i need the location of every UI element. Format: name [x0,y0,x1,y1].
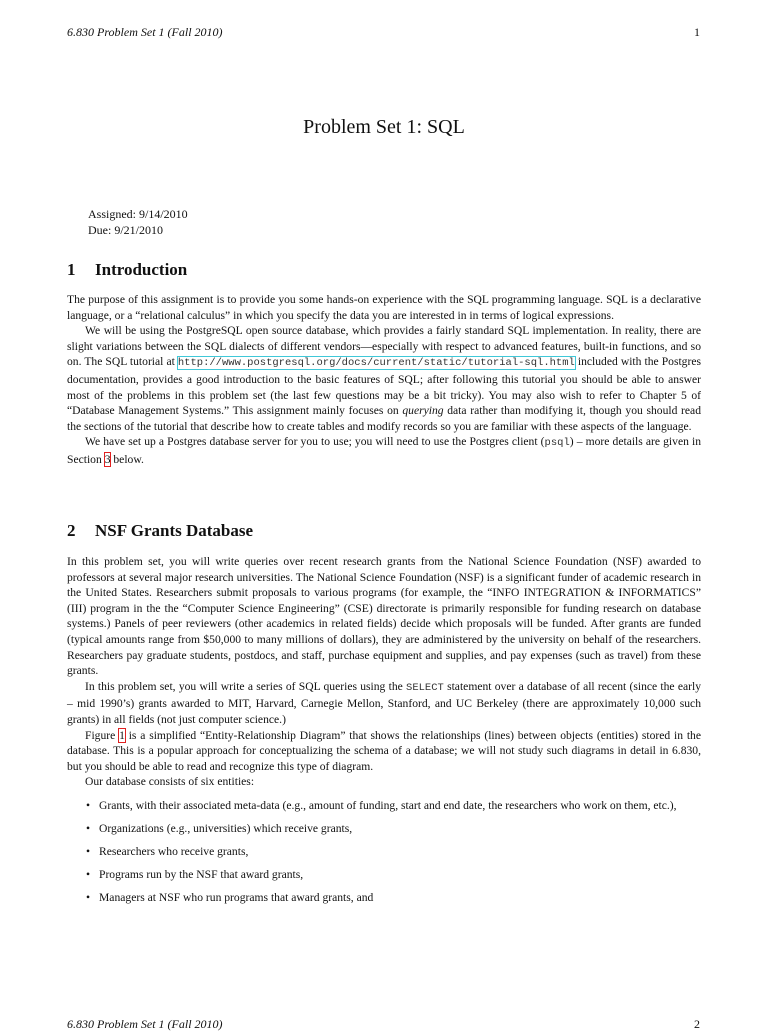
section-heading-nsf-grants [67,521,253,541]
assignment-dates [88,206,188,238]
page-number: 1 [694,25,700,39]
section-reference-link[interactable]: 3 [104,452,111,466]
emphasis: querying [402,404,444,418]
text-run: We have set up a Postgres database server for you to use; you will need to use the Postgres client ( [85,435,545,449]
text-run: data rather than modifying it, though you should read the sections of the tutorial that describe how to create tables and modify records so you are familiar with these aspects of the language. [67,404,702,433]
text-run: In this problem set, you will write a series of SQL queries using the [85,679,407,693]
list-item [84,844,701,860]
list-item-text: Organizations (e.g., universities) which receive grants, [99,822,353,836]
paragraph: Our database consists of six entities: [85,775,255,789]
section-number: 2 [67,521,76,540]
nsf-grants-body [67,554,701,790]
bullet-icon: • [86,822,91,836]
paragraph [67,434,701,467]
section-title: NSF Grants Database [95,521,254,540]
text-run: below. [110,452,144,466]
entity-list [84,798,701,913]
text-run: Figure [85,728,120,742]
running-header: 6.830 Problem Set 1 (Fall 2010) [67,25,223,39]
list-item-text: Managers at NSF who run programs that award grants, and [99,891,374,905]
paragraph: The purpose of this assignment is to provide you some hands-on experience with the SQL programming language. SQL is a declarative language, or a “relational calculus” in which you specify the data you are interested in in terms of logical expressions. [67,293,701,322]
section-title: Introduction [95,260,188,279]
list-item-text: Researchers who receive grants, [99,845,249,859]
list-item [84,798,701,814]
tutorial-link[interactable]: http://www.postgresql.org/docs/current/static/tutorial-sql.html [177,357,575,370]
inline-code: psql [544,437,570,450]
list-item-text: Programs run by the NSF that award grants, [99,868,304,882]
section-heading-introduction [67,260,187,280]
list-item [84,890,701,906]
document-title: Problem Set 1: SQL [303,116,465,138]
assigned-date: Assigned: 9/14/2010 [88,207,188,221]
inline-code: SELECT [406,681,444,694]
paragraph [67,323,701,434]
running-header-next-page: 6.830 Problem Set 1 (Fall 2010) [67,1017,223,1031]
paragraph [67,728,701,775]
text-run: statement over a database of all recent (since the early – mid 1990’s) grants awarded to MIT, Harvard, Carnegie Mellon, Stanford, and UC Berkeley (there are approximately 10,000 such grants) in all fields (not just computer science.) [67,679,701,726]
due-date: Due: 9/21/2010 [88,223,163,237]
bullet-icon: • [86,799,91,812]
text-run: included with the Postgres documentation, provides a good introduction to the basic features of SQL; after following this tutorial you should be able to answer most of the problems in this problem set (the last few questions may be a bit tricky). You may also wish to refer to Chapter 5 of “Database Management Systems.” This assignment mainly focuses on [67,355,701,418]
paragraph [67,679,701,728]
list-item [84,867,701,883]
paragraph: In this problem set, you will write queries over recent research grants from the National Science Foundation (NSF) awarded to professors at several major research universities. The National Science Foundation (NSF) is a significant funder of academic research in the United States. Researchers submit proposals to various programs (for example, the “INFO INTEGRATION & INFORMATICS” (III) program in the the “Computer Science Engineering” (CSE) directorate is primarily responsible for funding research on database systems.) Panels of peer reviewers (other academics in related fields) decide which proposals will be funded. After grants are funded (typical amounts range from $50,000 to many millions of dollars), they are administered by the university on behalf of the researchers. Researchers pay graduate students, postdocs, and staff, purchase equipment and supplies, and pay expenses (such as travel) from these grants. [67,555,701,678]
introduction-body [67,292,701,468]
text-run: We will be using the PostgreSQL open source database, which provides a fairly standard SQL implementation. In reality, there are slight variations between the SQL dialects of different vendors—especially with respect to advanced features, built-in functions, and so on. The SQL tutorial at [67,324,701,369]
bullet-icon: • [86,845,91,859]
list-item-text: Grants, with their associated meta-data (e.g., amount of funding, start and end date, the researchers who work on them, etc.), [99,799,677,812]
page-number-next-page: 2 [694,1017,700,1031]
section-number: 1 [67,260,76,279]
list-item [84,821,701,837]
bullet-icon: • [86,868,91,882]
figure-reference-link[interactable]: 1 [119,728,125,742]
text-run: ) – more details are given in Section [67,435,702,466]
text-run: is a simplified “Entity-Relationship Diagram” that shows the relationships (lines) between objects (entities) stored in the database. This is a popular approach for conceptualizing the schema of a database; we will not study such diagrams in detail in 6.830, but you should be able to read and recognize this type of diagram. [67,728,702,773]
bullet-icon: • [86,891,91,905]
